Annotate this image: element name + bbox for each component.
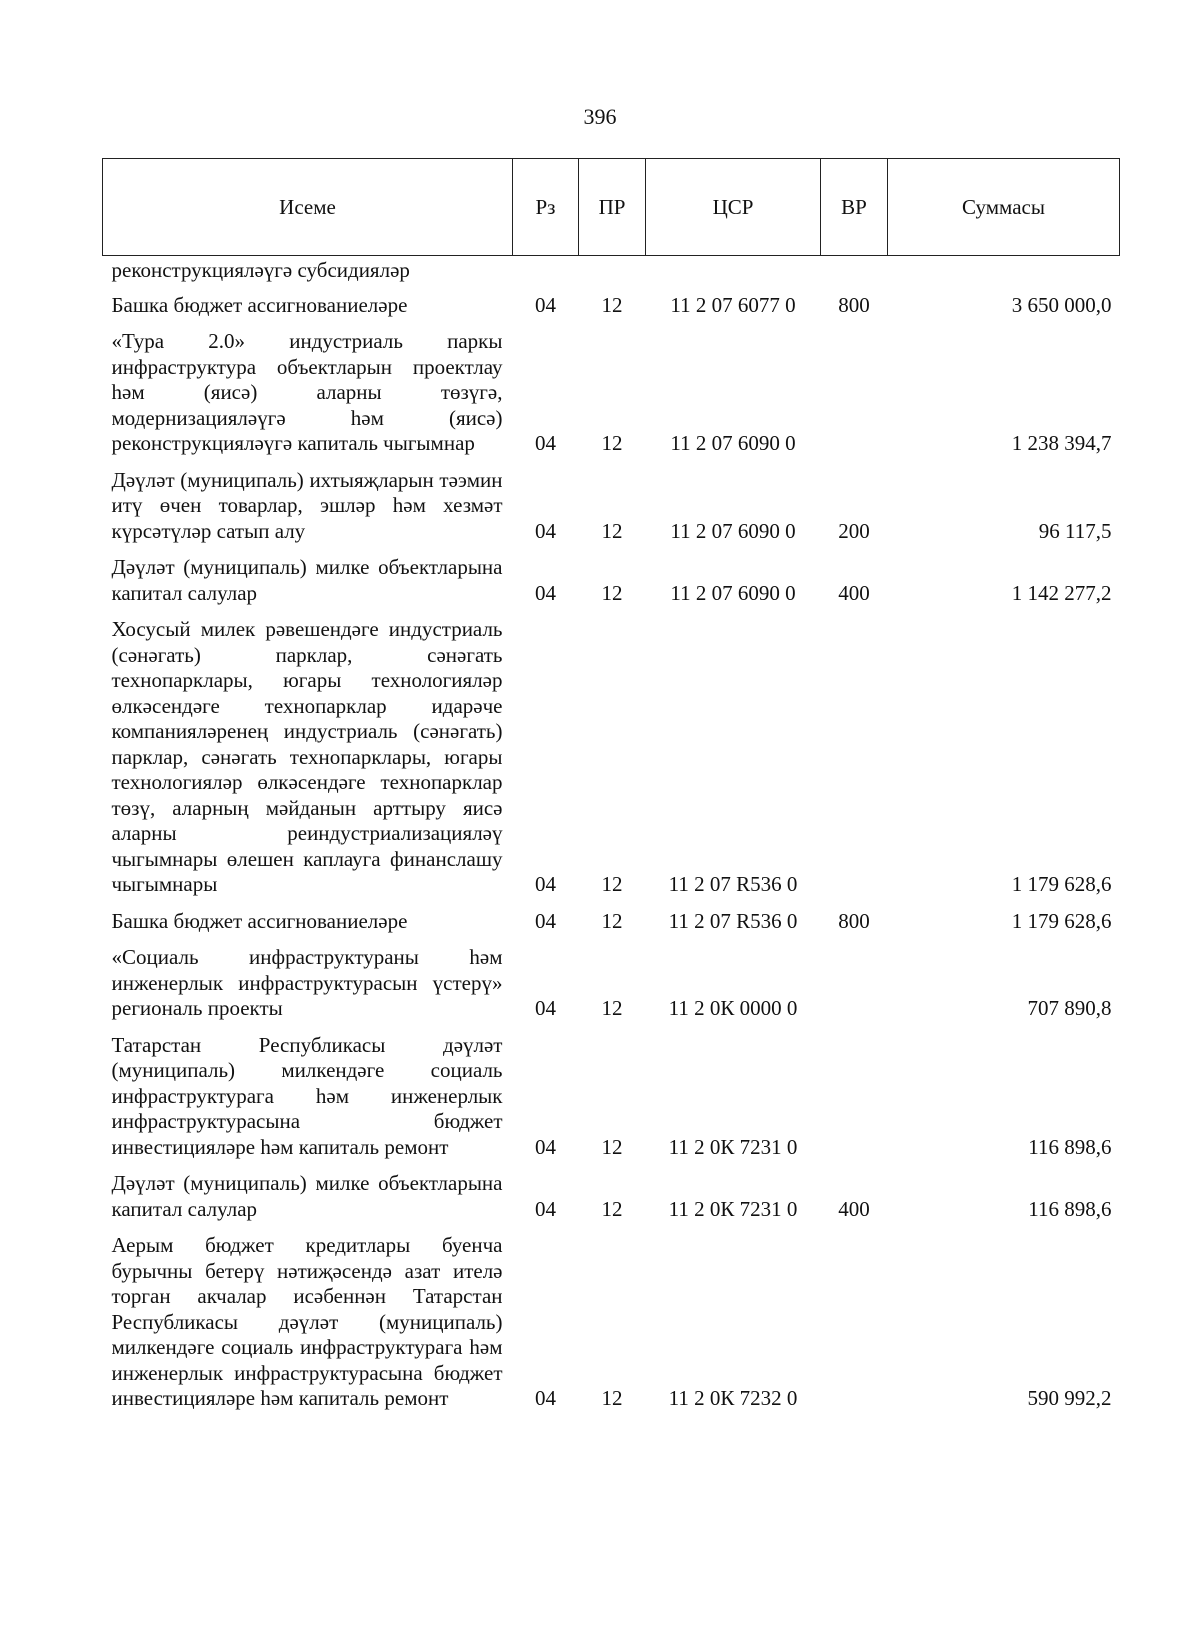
table-row	[103, 1028, 1120, 1167]
header-csr: ЦСР	[646, 159, 821, 256]
row-vr: 200	[838, 518, 870, 543]
table-row	[103, 256, 1120, 288]
row-sum: 1 179 628,6	[1011, 872, 1112, 896]
row-csr: 11 2 07 6090 0	[670, 518, 796, 543]
header-pr: ПР	[579, 159, 646, 256]
row-name: реконструкцияләүгә субсидияләр	[111, 258, 410, 282]
row-vr	[821, 1228, 888, 1418]
row-csr: 11 2 0К 7231 0	[668, 1196, 798, 1221]
row-pr: 12	[601, 908, 623, 933]
row-rz: 04	[535, 431, 556, 455]
row-rz: 04	[535, 292, 556, 317]
row-sum: 1 179 628,6	[1011, 908, 1112, 933]
row-csr	[646, 256, 821, 288]
row-csr: 11 2 07 6077 0	[670, 292, 796, 317]
row-name: «Тура 2.0» индустриаль паркы инфраструктура объектларын проектлау һәм (яисә) аларны төзүгә, модернизацияләүгә һәм (яисә) реконструкцияләүгә капиталь чыгымнар	[111, 329, 503, 455]
table-row	[103, 324, 1120, 463]
table-row	[103, 904, 1120, 941]
row-csr: 11 2 07 6090 0	[670, 580, 796, 605]
row-sum: 3 650 000,0	[1011, 292, 1112, 317]
table-row	[103, 612, 1120, 904]
row-vr	[821, 612, 888, 904]
row-vr	[821, 1028, 888, 1167]
row-vr	[821, 940, 888, 1028]
row-csr: 11 2 0К 7231 0	[668, 1134, 798, 1159]
row-pr: 12	[601, 1134, 623, 1159]
row-vr	[821, 256, 888, 288]
row-pr: 12	[601, 872, 623, 896]
row-sum: 707 890,8	[1027, 996, 1112, 1020]
row-rz: 04	[535, 1134, 556, 1159]
header-name: Исеме	[103, 159, 513, 256]
row-pr: 12	[601, 996, 623, 1020]
table-body	[103, 256, 1120, 1418]
row-sum	[888, 256, 1120, 288]
header-vr: ВР	[821, 159, 888, 256]
row-name: Аерым бюджет кредитлары буенча бурычны бетерү нәтиҗәсендә азат ителә торган акчалар исәбеннән Татарстан Республикасы дәүләт (муниципаль) милкендәге социаль инфраструктурага һәм инженерлык инфраструктурасына бюджет инвестицияләре һәм капиталь ремонт	[111, 1233, 503, 1410]
row-rz: 04	[535, 908, 556, 933]
row-name: Дәүләт (муниципаль) милке объектларына капитал салулар	[111, 1171, 503, 1221]
row-pr: 12	[601, 292, 623, 317]
row-rz	[513, 256, 579, 288]
header-row	[103, 159, 1120, 256]
table-row	[103, 1166, 1120, 1228]
row-sum: 116 898,6	[1028, 1196, 1112, 1221]
row-csr: 11 2 07 R536 0	[668, 908, 798, 933]
row-name: «Социаль инфраструктураны һәм инженерлык инфраструктурасын үстерү» региональ проекты	[111, 945, 503, 1020]
row-rz: 04	[535, 1386, 556, 1410]
row-csr: 11 2 0К 7232 0	[668, 1386, 798, 1410]
table-row	[103, 940, 1120, 1028]
budget-table	[102, 158, 1120, 1418]
row-csr: 11 2 0К 0000 0	[668, 996, 798, 1020]
row-name: Дәүләт (муниципаль) милке объектларына капитал салулар	[111, 555, 503, 605]
table-header	[103, 159, 1120, 256]
row-pr: 12	[601, 580, 623, 605]
row-vr	[821, 324, 888, 463]
row-pr: 12	[601, 518, 623, 543]
row-csr: 11 2 07 R536 0	[668, 872, 798, 896]
row-name: Хосусый милек рәвешендәге индустриаль (сәнәгать) парклар, сәнәгать технопарклары, югары технологияләр өлкәсендәге технопарклар идарәче компанияләренең индустриаль (сәнәгать) парклар, сәнәгать технопарклары, югары технологияләр өлкәсендәге технопарклар төзү, аларның мәйданын арттыру яисә аларны реиндустриализацияләү чыгымнары өлешен каплауга финанслашу чыгымнары	[111, 617, 503, 896]
table-row	[103, 288, 1120, 325]
row-rz: 04	[535, 518, 556, 543]
row-pr: 12	[601, 431, 623, 455]
row-pr	[579, 256, 646, 288]
row-name: Башка бюджет ассигнованиеләре	[111, 908, 408, 933]
row-rz: 04	[535, 1196, 556, 1221]
row-csr: 11 2 07 6090 0	[670, 431, 796, 455]
header-rz: Рз	[513, 159, 579, 256]
row-vr: 800	[838, 908, 870, 933]
row-vr: 400	[838, 580, 870, 605]
row-sum: 116 898,6	[1028, 1134, 1112, 1159]
row-name: Башка бюджет ассигнованиеләре	[111, 292, 408, 317]
page-number: 396	[583, 104, 617, 129]
row-sum: 590 992,2	[1027, 1386, 1112, 1410]
row-vr: 800	[838, 292, 870, 317]
table-row	[103, 550, 1120, 612]
row-pr: 12	[601, 1386, 623, 1410]
row-rz: 04	[535, 872, 556, 896]
row-sum: 1 142 277,2	[1011, 580, 1112, 605]
row-name: Татарстан Республикасы дәүләт (муниципаль) милкендәге социаль инфраструктурага һәм инженерлык инфраструктурасына бюджет инвестицияләре һәм капиталь ремонт	[111, 1032, 503, 1159]
row-rz: 04	[535, 996, 556, 1020]
row-name: Дәүләт (муниципаль) ихтыяҗларын тәэмин итү өчен товарлар, эшләр һәм хезмәт күрсәтүләр сатып алу	[111, 467, 503, 543]
row-vr: 400	[838, 1196, 870, 1221]
row-rz: 04	[535, 580, 556, 605]
table-row	[103, 1228, 1120, 1418]
row-sum: 96 117,5	[1038, 518, 1112, 543]
header-sum: Суммасы	[888, 159, 1120, 256]
row-pr: 12	[601, 1196, 623, 1221]
row-sum: 1 238 394,7	[1011, 431, 1112, 455]
table-row	[103, 463, 1120, 551]
